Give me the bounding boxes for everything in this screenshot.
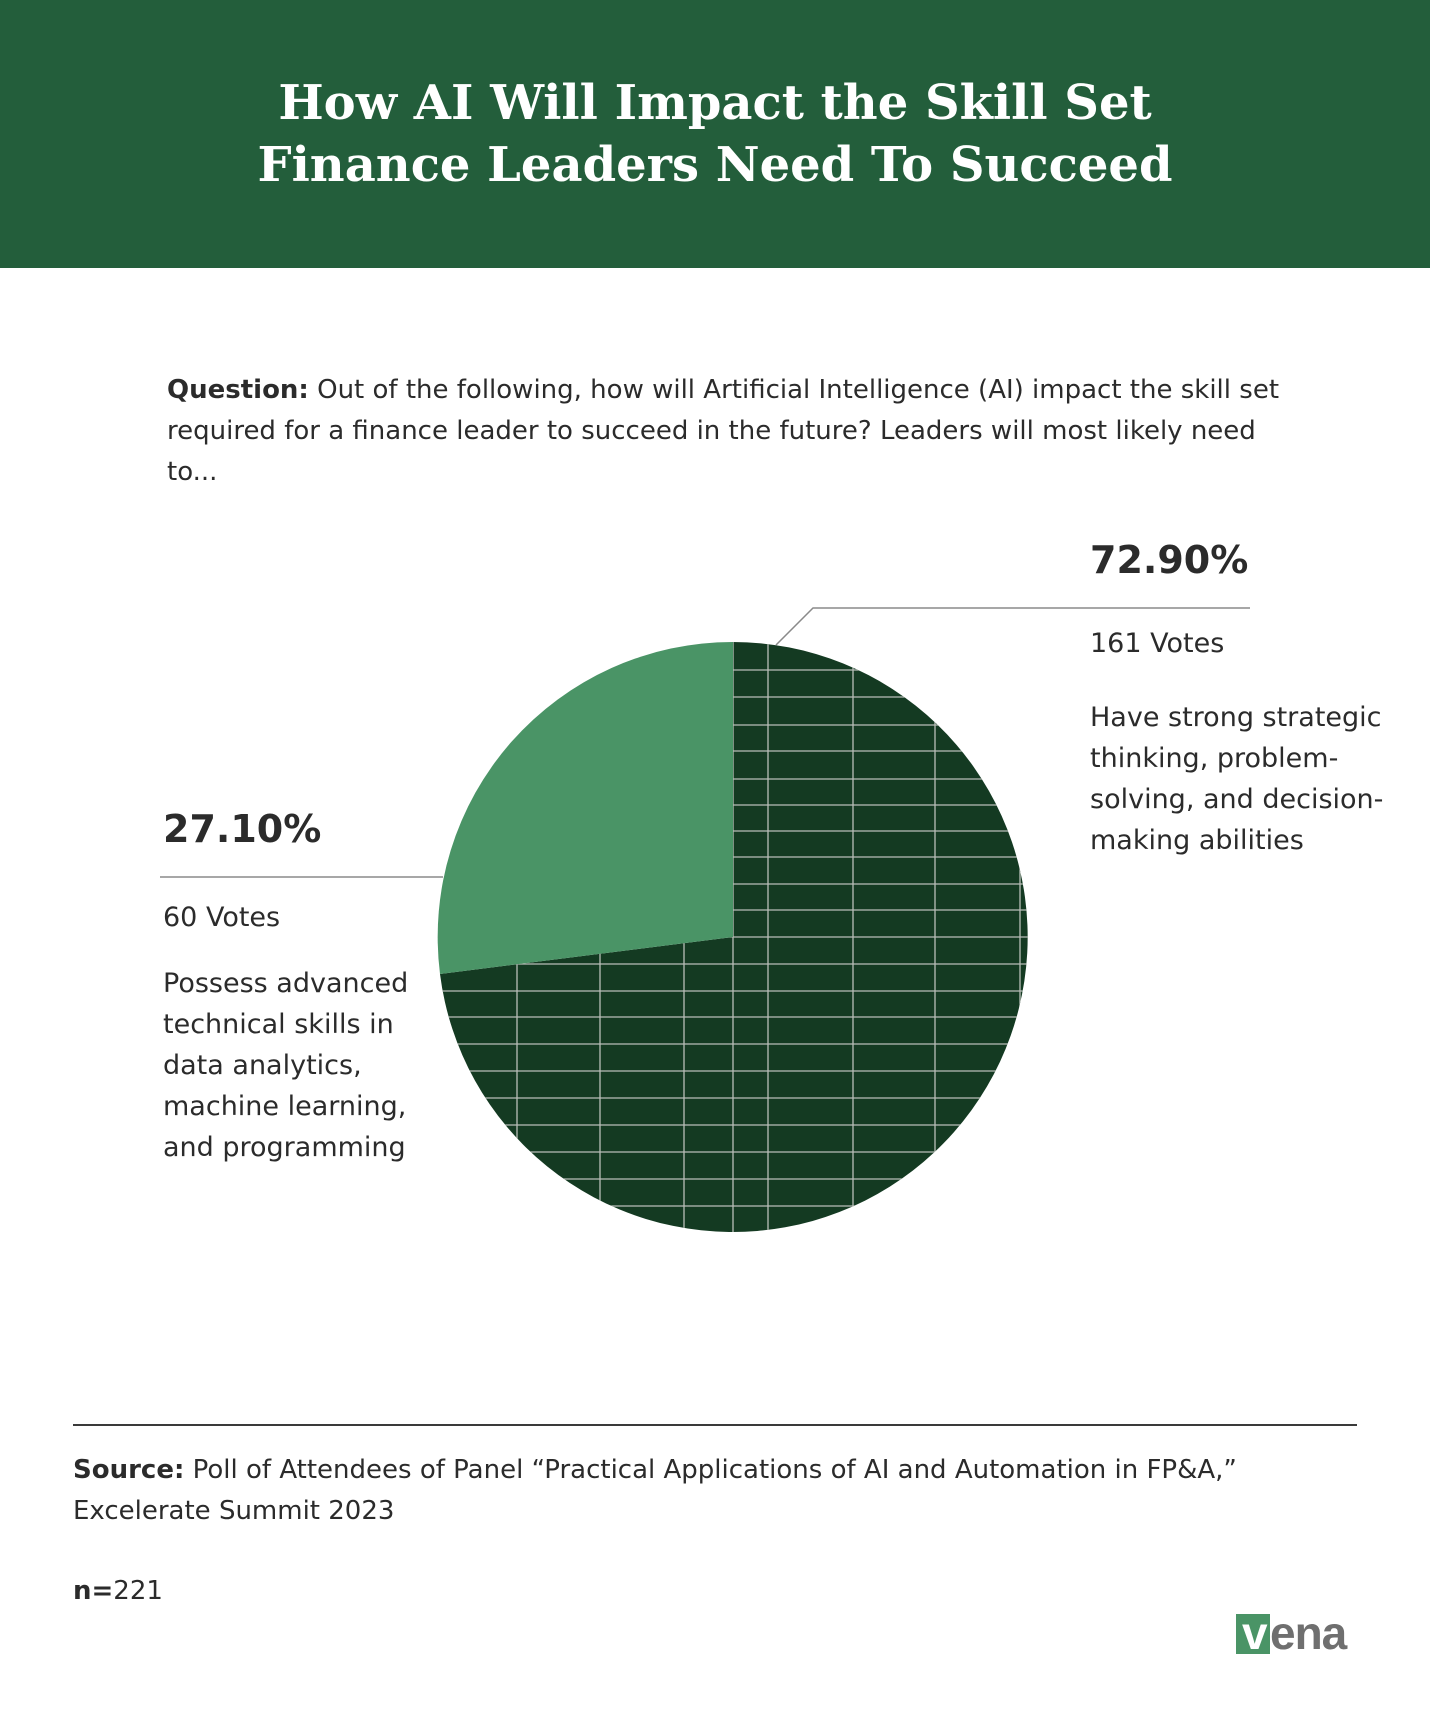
sample-label: n= <box>73 1576 114 1606</box>
question-label: Question: <box>167 375 309 405</box>
description-technical: Possess advanced technical skills in data analytics, machine learning, and programming <box>163 968 409 1163</box>
vena-logo <box>1236 1607 1360 1659</box>
logo-v: v <box>1242 1607 1268 1659</box>
label-strategic <box>1090 537 1390 856</box>
percent-strategic: 72.90% <box>1090 538 1249 582</box>
title-line-2: Finance Leaders Need To Succeed <box>257 137 1173 193</box>
logo-wordmark: ena <box>1270 1607 1347 1659</box>
source-label: Source: <box>73 1455 185 1485</box>
source-note <box>73 1450 1373 1532</box>
percent-technical: 27.10% <box>163 807 322 851</box>
description-strategic: Have strong strategic thinking, problem-solving, and decision-making abilities <box>1090 702 1384 856</box>
votes-strategic: 161 Votes <box>1090 628 1225 659</box>
question-body: Out of the following, how will Artificial Intelligence (AI) impact the skill set required for a finance leader to succeed in the future? Leaders will most likely need to... <box>167 375 1280 487</box>
source-body: Poll of Attendees of Panel “Practical Applications of AI and Automation in FP&A,” Excelerate Summit 2023 <box>73 1455 1237 1526</box>
label-technical <box>163 806 463 1163</box>
sample-size <box>73 1574 163 1608</box>
sample-value: 221 <box>113 1576 163 1606</box>
votes-technical: 60 Votes <box>163 902 281 933</box>
footer-divider <box>73 1424 1357 1426</box>
pie-slice-technical <box>438 642 733 974</box>
title-line-1: How AI Will Impact the Skill Set <box>278 75 1152 131</box>
